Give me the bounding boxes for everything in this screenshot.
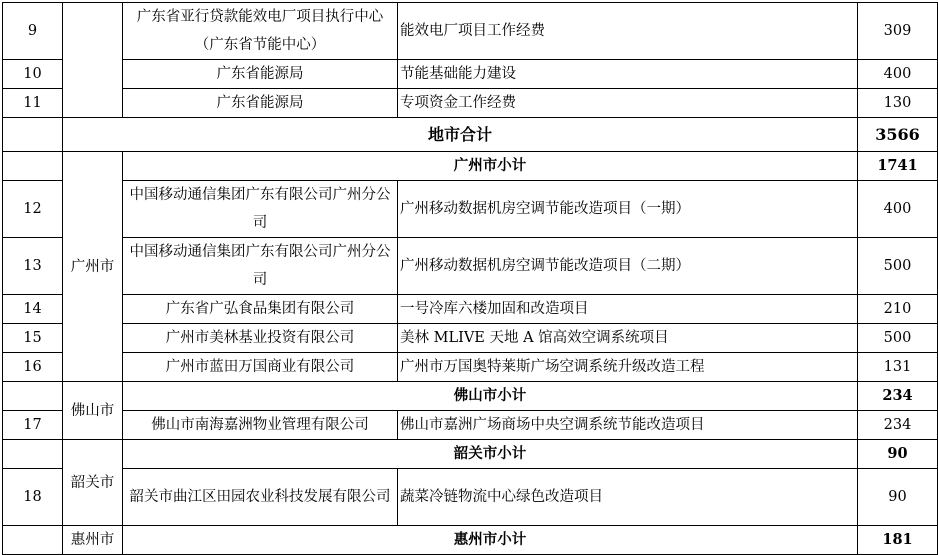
row-number: 17 xyxy=(3,411,63,440)
row-number: 18 xyxy=(3,469,63,526)
amount: 234 xyxy=(858,411,938,440)
funding-table xyxy=(2,2,938,555)
subtotal-amount: 1741 xyxy=(858,152,938,181)
unit-name: 中国移动通信集团广东有限公司广州分公司 xyxy=(123,181,398,238)
row-number: 14 xyxy=(3,295,63,324)
subtotal-row xyxy=(3,382,938,411)
unit-name: 广州市蓝田万国商业有限公司 xyxy=(123,353,398,382)
unit-name: 广东省能源局 xyxy=(123,60,398,89)
unit-name: 广州市美林基业投资有限公司 xyxy=(123,324,398,353)
amount: 309 xyxy=(858,3,938,60)
unit-name: 广东省能源局 xyxy=(123,89,398,118)
table-row xyxy=(3,181,938,238)
row-number: 12 xyxy=(3,181,63,238)
amount: 210 xyxy=(858,295,938,324)
subtotal-amount: 90 xyxy=(858,440,938,469)
table-row xyxy=(3,324,938,353)
city-name: 广州市 xyxy=(63,152,123,382)
total-label: 地市合计 xyxy=(63,118,858,152)
subtotal-amount: 234 xyxy=(858,382,938,411)
row-number xyxy=(3,440,63,469)
subtotal-label: 韶关市小计 xyxy=(123,440,858,469)
amount: 131 xyxy=(858,353,938,382)
row-number: 13 xyxy=(3,238,63,295)
row-number: 9 xyxy=(3,3,63,60)
row-number: 15 xyxy=(3,324,63,353)
total-amount: 3566 xyxy=(858,118,938,152)
amount: 400 xyxy=(858,181,938,238)
project-name: 广州移动数据机房空调节能改造项目（二期） xyxy=(398,238,858,295)
row-number xyxy=(3,382,63,411)
unit-name: 中国移动通信集团广东有限公司广州分公司 xyxy=(123,238,398,295)
amount: 500 xyxy=(858,238,938,295)
subtotal-row xyxy=(3,440,938,469)
project-name: 佛山市嘉洲广场商场中央空调系统节能改造项目 xyxy=(398,411,858,440)
row-number: 10 xyxy=(3,60,63,89)
subtotal-label: 佛山市小计 xyxy=(123,382,858,411)
city-name: 惠州市 xyxy=(63,526,123,555)
table-row xyxy=(3,3,938,60)
subtotal-row xyxy=(3,152,938,181)
unit-name: 韶关市曲江区田园农业科技发展有限公司 xyxy=(123,469,398,526)
project-name: 美林 MLIVE 天地 A 馆高效空调系统项目 xyxy=(398,324,858,353)
table-row xyxy=(3,295,938,324)
subtotal-row xyxy=(3,526,938,555)
region-cell xyxy=(63,3,123,118)
total-row xyxy=(3,118,938,152)
table-row xyxy=(3,469,938,526)
row-number xyxy=(3,526,63,555)
amount: 90 xyxy=(858,469,938,526)
unit-name: 广东省广弘食品集团有限公司 xyxy=(123,295,398,324)
row-number: 11 xyxy=(3,89,63,118)
table-row xyxy=(3,411,938,440)
project-name: 蔬菜冷链物流中心绿色改造项目 xyxy=(398,469,858,526)
unit-name: 广东省亚行贷款能效电厂项目执行中心（广东省节能中心） xyxy=(123,3,398,60)
amount: 130 xyxy=(858,89,938,118)
row-number xyxy=(3,118,63,152)
row-number: 16 xyxy=(3,353,63,382)
project-name: 广州市万国奥特莱斯广场空调系统升级改造工程 xyxy=(398,353,858,382)
city-name: 韶关市 xyxy=(63,440,123,526)
unit-name: 佛山市南海嘉洲物业管理有限公司 xyxy=(123,411,398,440)
row-number xyxy=(3,152,63,181)
table-row xyxy=(3,89,938,118)
project-name: 节能基础能力建设 xyxy=(398,60,858,89)
subtotal-amount: 181 xyxy=(858,526,938,555)
subtotal-label: 广州市小计 xyxy=(123,152,858,181)
table-row xyxy=(3,353,938,382)
amount: 400 xyxy=(858,60,938,89)
table-row xyxy=(3,238,938,295)
project-name: 能效电厂项目工作经费 xyxy=(398,3,858,60)
project-name: 一号冷库六楼加固和改造项目 xyxy=(398,295,858,324)
project-name: 专项资金工作经费 xyxy=(398,89,858,118)
subtotal-label: 惠州市小计 xyxy=(123,526,858,555)
project-name: 广州移动数据机房空调节能改造项目（一期） xyxy=(398,181,858,238)
amount: 500 xyxy=(858,324,938,353)
city-name: 佛山市 xyxy=(63,382,123,440)
table-row xyxy=(3,60,938,89)
